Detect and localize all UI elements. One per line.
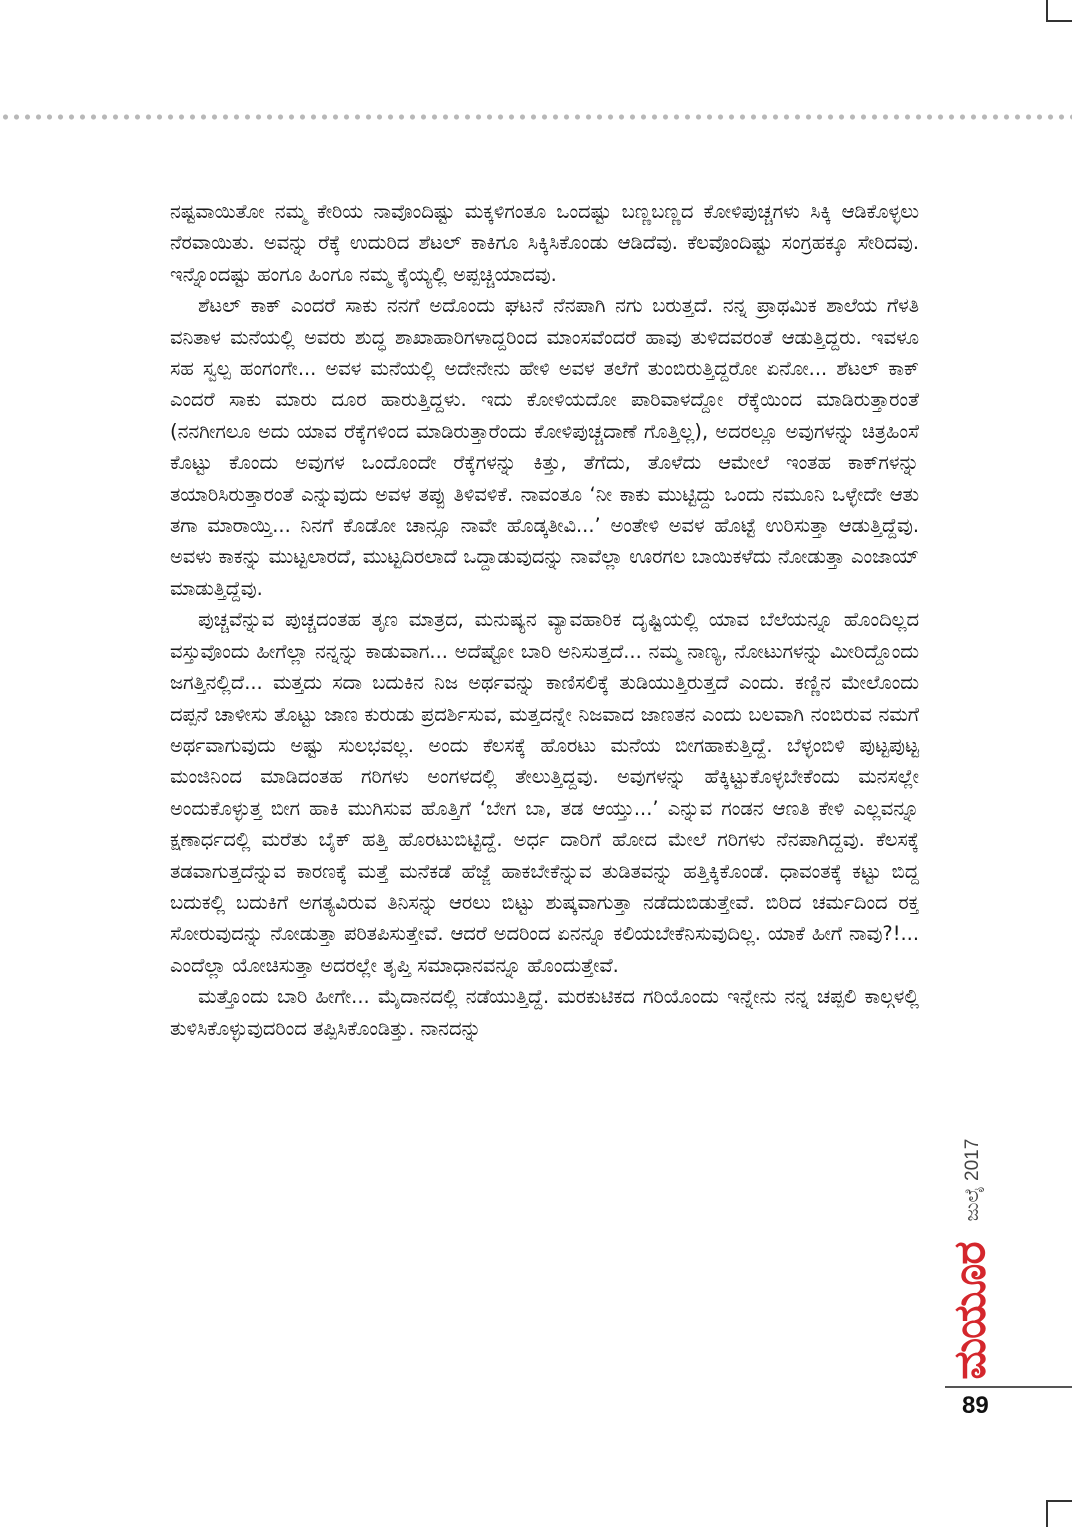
paragraph-3: ಪುಚ್ಚವೆನ್ನುವ ಪುಚ್ಚದಂತಹ ತೃಣ ಮಾತ್ರದ, ಮನುಷ್ಯನ ವ್ಯಾವಹಾರಿಕ ದೃಷ್ಟಿಯಲ್ಲಿ ಯಾವ ಬೆಲೆಯನ್ನೂ ಹೊಂದಿಲ್ಲದ ವಸ್ತುವೊಂದು ಹೀಗೆಲ್ಲಾ ನನ್ನನ್ನು ಕಾಡುವಾಗ... ಅದೆಷ್ಟೋ ಬಾರಿ ಅನಿಸುತ್ತದೆ... ನಮ್ಮ ನಾಣ್ಯ, ನೋಟುಗಳನ್ನು ಮೀರಿದ್ದೊಂದು ಜಗತ್ತಿನಲ್ಲಿದೆ... ಮತ್ತದು ಸದಾ ಬದುಕಿನ ನಿಜ ಅರ್ಥವನ್ನು ಕಾಣಿಸಲಿಕ್ಕೆ ತುಡಿಯುತ್ತಿರುತ್ತದೆ ಎಂದು. ಕಣ್ಣಿನ ಮೇಲೊಂದು ದಪ್ಪನೆ ಚಾಳೀಸು ತೊಟ್ಟು ಜಾಣ ಕುರುಡು ಪ್ರದರ್ಶಿಸುವ, ಮತ್ತದನ್ನೇ ನಿಜವಾದ ಜಾಣತನ ಎಂದು ಬಲವಾಗಿ ನಂಬಿರುವ ನಮಗೆ ಅರ್ಥವಾಗುವುದು ಅಷ್ಟು ಸುಲಭವಲ್ಲ. ಅಂದು ಕೆಲಸಕ್ಕೆ ಹೊರಟು ಮನೆಯ ಬೀಗಹಾಕುತ್ತಿದ್ದೆ. ಬೆಳ್ಳಂಬಿಳಿ ಪುಟ್ಟಪುಟ್ಟ ಮಂಜಿನಿಂದ ಮಾಡಿದಂತಹ ಗರಿಗಳು ಅಂಗಳದಲ್ಲಿ ತೇಲುತ್ತಿದ್ದವು. ಅವುಗಳನ್ನು ಹೆಕ್ಕಿಟ್ಟುಕೊಳ್ಳಬೇಕೆಂದು ಮನಸಲ್ಲೇ ಅಂದುಕೊಳ್ಳುತ್ತ ಬೀಗ ಹಾಕಿ ಮುಗಿಸುವ ಹೊತ್ತಿಗೆ ‘ಬೇಗ ಬಾ, ತಡ ಆಯ್ತು...’ ಎನ್ನುವ ಗಂಡನ ಆಣತಿ ಕೇಳಿ ಎಲ್ಲವನ್ನೂ ಕ್ಷಣಾರ್ಧದಲ್ಲಿ ಮರೆತು ಬೈಕ್ ಹತ್ತಿ ಹೊರಟುಬಿಟ್ಟಿದ್ದೆ. ಅರ್ಧ ದಾರಿಗೆ ಹೋದ ಮೇಲೆ ಗರಿಗಳು ನೆನಪಾಗಿದ್ದವು. ಕೆಲಸಕ್ಕೆ ತಡವಾಗುತ್ತದೆನ್ನುವ ಕಾರಣಕ್ಕೆ ಮತ್ತೆ ಮನೆಕಡೆ ಹೆಜ್ಜೆ ಹಾಕಬೇಕೆನ್ನುವ ತುಡಿತವನ್ನು ಹತ್ತಿಕ್ಕಿಕೊಂಡೆ. ಧಾವಂತಕ್ಕೆ ಕಟ್ಟು ಬಿದ್ದ ಬದುಕಲ್ಲಿ ಬದುಕಿಗೆ ಅಗತ್ಯವಿರುವ ತಿನಿಸನ್ನು ಆರಲು ಬಿಟ್ಟು ಶುಷ್ಕವಾಗುತ್ತಾ ನಡೆದುಬಿಡುತ್ತೇವೆ. ಬಿರಿದ ಚರ್ಮದಿಂದ ರಕ್ತ ಸೋರುವುದನ್ನು ನೋಡುತ್ತಾ ಪರಿತಪಿಸುತ್ತೇವೆ. ಆದರೆ ಅದರಿಂದ ಏನನ್ನೂ ಕಲಿಯಬೇಕೆನಿಸುವುದಿಲ್ಲ. ಯಾಕೆ ಹೀಗೆ ನಾವು?!... ಎಂದೆಲ್ಲಾ ಯೋಚಿಸುತ್ತಾ ಅದರಲ್ಲೇ ತೃಪ್ತಿ ಸಮಾಧಾನವನ್ನೂ ಹೊಂದುತ್ತೇವೆ. bbox=[170, 608, 919, 977]
dotted-divider bbox=[0, 113, 1072, 121]
page-number-rule bbox=[945, 1386, 1072, 1388]
crop-mark-top bbox=[1046, 0, 1072, 22]
crop-mark-bottom bbox=[1046, 1500, 1072, 1527]
paragraph-4: ಮತ್ತೊಂದು ಬಾರಿ ಹೀಗೇ... ಮೈದಾನದಲ್ಲಿ ನಡೆಯುತ್ತಿದ್ದೆ. ಮರಕುಟಿಕದ ಗರಿಯೊಂದು ಇನ್ನೇನು ನನ್ನ ಚಪ್ಪಲಿ ಕಾಲ್ಗಳಲ್ಲಿ ತುಳಿಸಿಕೊಳ್ಳುವುದರಿಂದ ತಪ್ಪಿಸಿಕೊಂಡಿತ್ತು. ನಾನದನ್ನು bbox=[170, 985, 919, 1040]
paragraph-1: ನಷ್ಟವಾಯಿತೋ ನಮ್ಮ ಕೇರಿಯ ನಾವೊಂದಿಷ್ಟು ಮಕ್ಕಳಿಗಂತೂ ಒಂದಷ್ಟು ಬಣ್ಣಬಣ್ಣದ ಕೋಳಿಪುಚ್ಚಗಳು ಸಿಕ್ಕಿ ಆಡಿಕೊಳ್ಳಲು ನೆರವಾಯಿತು. ಅವನ್ನು ರೆಕ್ಕೆ ಉದುರಿದ ಶೆಟಲ್ ಕಾಕಿಗೂ ಸಿಕ್ಕಿಸಿಕೊಂಡು ಆಡಿದೆವು. ಕೆಲವೊಂದಿಷ್ಟು ಸಂಗ್ರಹಕ್ಕೂ ಸೇರಿದವು. ಇನ್ನೊಂದಷ್ಟು ಹಂಗೂ ಹಿಂಗೂ ನಮ್ಮ ಕೈಯ್ಯಲ್ಲಿ ಅಪ್ಪಚ್ಚಿಯಾದವು. bbox=[170, 200, 919, 286]
article-body bbox=[170, 196, 919, 1044]
magazine-brand-logo bbox=[940, 1242, 1000, 1380]
magazine-brand-text: ಮಯೂರ bbox=[944, 1242, 996, 1380]
paragraph-2: ಶೆಟಲ್ ಕಾಕ್ ಎಂದರೆ ಸಾಕು ನನಗೆ ಅದೊಂದು ಘಟನೆ ನೆನಪಾಗಿ ನಗು ಬರುತ್ತದೆ. ನನ್ನ ಪ್ರಾಥಮಿಕ ಶಾಲೆಯ ಗೆಳತಿ ವನಿತಾಳ ಮನೆಯಲ್ಲಿ ಅವರು ಶುದ್ಧ ಶಾಖಾಹಾರಿಗಳಾದ್ದರಿಂದ ಮಾಂಸವೆಂದರೆ ಹಾವು ತುಳಿದವರಂತೆ ಆಡುತ್ತಿದ್ದರು. ಇವಳೂ ಸಹ ಸ್ವಲ್ಪ ಹಂಗಂಗೇ... ಅವಳ ಮನೆಯಲ್ಲಿ ಅದೇನೇನು ಹೇಳಿ ಅವಳ ತಲೆಗೆ ತುಂಬಿರುತ್ತಿದ್ದರೋ ಏನೋ... ಶೆಟಲ್ ಕಾಕ್ ಎಂದರೆ ಸಾಕು ಮಾರು ದೂರ ಹಾರುತ್ತಿದ್ದಳು. ಇದು ಕೋಳಿಯದೋ ಪಾರಿವಾಳದ್ದೋ ರೆಕ್ಕೆಯಿಂದ ಮಾಡಿರುತ್ತಾರಂತೆ (ನನಗೀಗಲೂ ಅದು ಯಾವ ರೆಕ್ಕೆಗಳಿಂದ ಮಾಡಿರುತ್ತಾರೆಂದು ಕೋಳಿಪುಚ್ಚದಾಣೆ ಗೊತ್ತಿಲ್ಲ), ಅದರಲ್ಲೂ ಅವುಗಳನ್ನು ಚಿತ್ರಹಿಂಸೆ ಕೊಟ್ಟು ಕೊಂದು ಅವುಗಳ ಒಂದೊಂದೇ ರೆಕ್ಕೆಗಳನ್ನು ಕಿತ್ತು, ತೆಗೆದು, ತೊಳೆದು ಆಮೇಲೆ ಇಂತಹ ಕಾಕ್‌ಗಳನ್ನು ತಯಾರಿಸಿರುತ್ತಾರಂತೆ ಎನ್ನುವುದು ಅವಳ ತಪ್ಪು ತಿಳಿವಳಿಕೆ. ನಾವಂತೂ ‘ನೀ ಕಾಕು ಮುಟ್ಟಿದ್ದು ಒಂದು ನಮೂನಿ ಒಳ್ಳೇದೇ ಆತು ತಗಾ ಮಾರಾಯ್ತಿ... ನಿನಗೆ ಕೊಡೋ ಚಾನ್ಸೂ ನಾವೇ ಹೊಡ್ಕತೀವಿ...’ ಅಂತೇಳಿ ಅವಳ ಹೊಟ್ಟೆ ಉರಿಸುತ್ತಾ ಆಡುತ್ತಿದ್ದೆವು. ಅವಳು ಕಾಕನ್ನು ಮುಟ್ಟಲಾರದೆ, ಮುಟ್ಟದಿರಲಾದೆ ಒದ್ದಾಡುವುದನ್ನು ನಾವೆಲ್ಲಾ ಊರಗಲ ಬಾಯಿಕಳೆದು ನೋಡುತ್ತಾ ಎಂಜಾಯ್ ಮಾಡುತ್ತಿದ್ದೆವು. bbox=[170, 294, 919, 600]
page-number: 89 bbox=[962, 1392, 989, 1419]
issue-date-text: ಜುಲೈ 2017 bbox=[962, 1138, 983, 1222]
issue-date-label bbox=[953, 1118, 993, 1243]
